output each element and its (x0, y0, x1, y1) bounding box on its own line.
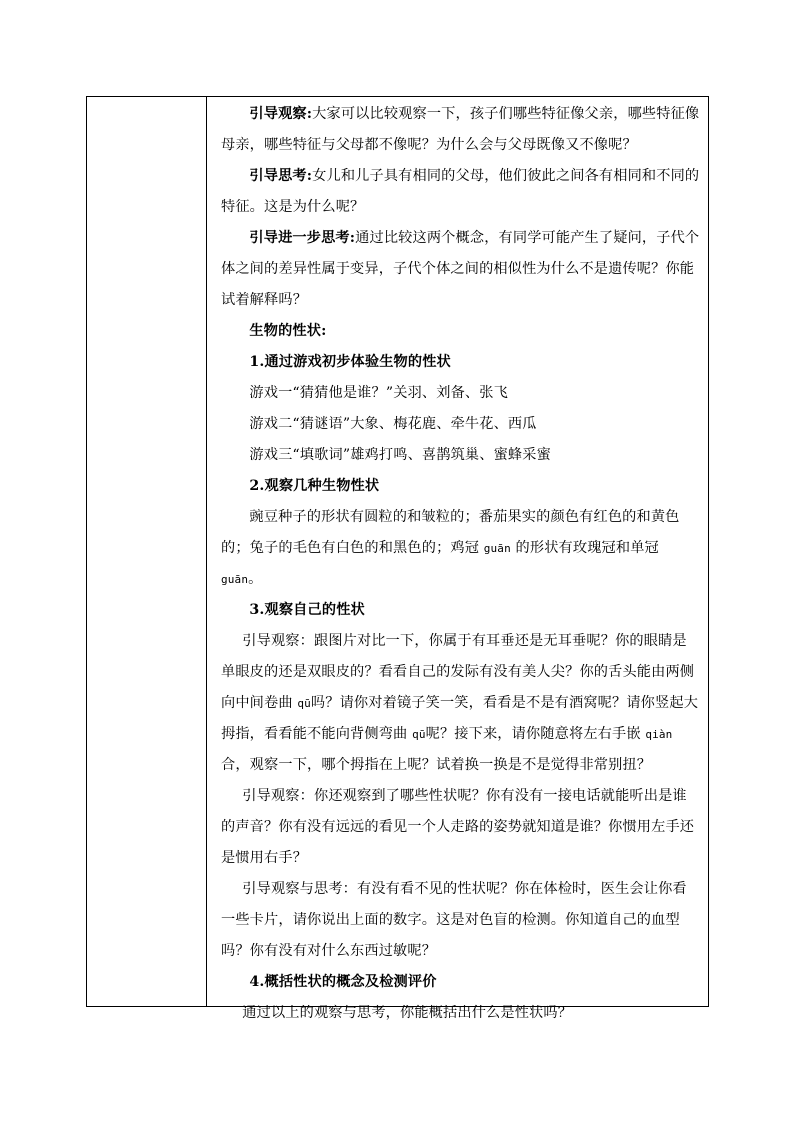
lesson-table (86, 96, 709, 1021)
game-2: 游戏二“猜谜语”大象、梅花鹿、牵牛花、西瓜 (249, 416, 537, 432)
self-text-c: 呢？接下来，请你随意将左右手嵌 (425, 726, 641, 742)
paragraph-trait-observation (221, 502, 700, 595)
pinyin-guan-1: guān (483, 542, 511, 555)
heading-section-3: 3.观察自己的性状 (249, 602, 365, 618)
game-3: 游戏三“填歌词”雄鸡打鸣、喜鹊筑巢、蜜蜂采蜜 (249, 447, 551, 463)
paragraph-more-traits: 引导观察：你还观察到了哪些性状呢？你有没有一接电话就能听出是谁的声音？你有没有远远的看见一个人走路的姿势就知道是谁？你惯用左手还是惯用右手？ (221, 788, 695, 866)
paragraph-invisible-traits: 引导观察与思考：有没有看不见的性状呢？你在体检时，医生会让你看一些卡片，请你说出上面的数字。这是对色盲的检测。你知道自己的血型吗？你有没有对什么东西过敏呢？ (221, 881, 687, 959)
paragraph-guided-observation (221, 99, 700, 161)
label-guided-thinking: 引导思考: (249, 168, 313, 184)
self-text-a: 引导观察：跟图片对比一下，你属于有耳垂还是无耳垂呢？你的眼睛是单眼皮的还是双眼皮的？看看自己的发际有没有美人尖？你的舌头能由两侧向中间卷曲 (221, 633, 695, 711)
pinyin-qu-1: qū (297, 697, 311, 710)
pinyin-guan-2: guān (221, 573, 249, 586)
text-guided-observation: 大家可以比较观察一下，孩子们哪些特征像父亲，哪些特征像母亲，哪些特征与父母都不像呢？为什么会与父母既像又不像呢？ (221, 106, 700, 153)
pinyin-qu-2: qū (412, 728, 426, 741)
heading-section-4: 4.概括性状的概念及检测评价 (249, 974, 437, 990)
text-guided-thinking: 女儿和儿子具有相同的父母，他们彼此之间各有相同和不同的特征。这是为什么呢？ (221, 168, 700, 215)
trait-text-b: 的形状有玫瑰冠和单冠 (515, 540, 659, 556)
label-guided-observation: 引导观察: (249, 106, 313, 122)
self-text-d: 合，观察一下，哪个拇指在上呢？试着换一换是不是觉得非常别扭？ (221, 757, 652, 773)
left-column-cell (87, 97, 207, 1006)
paragraph-self-observation (221, 626, 700, 781)
paragraph-guided-thinking (221, 161, 700, 223)
pinyin-qian: qiàn (645, 728, 673, 741)
paragraph-summary-question: 通过以上的观察与思考，你能概括出什么是性状吗？ (242, 1005, 573, 1021)
label-further-thinking: 引导进一步思考: (249, 230, 356, 246)
self-text-b: 吗？请你对着镜子笑一笑，看看是不是有酒窝呢？请你竖起大拇指，看看能不能向背侧弯曲 (221, 695, 699, 742)
heading-biological-traits: 生物的性状: (249, 323, 327, 339)
game-1: 游戏一“猜猜他是谁？”关羽、刘备、张飞 (249, 385, 508, 401)
text-further-thinking: 通过比较这两个概念，有同学可能产生了疑问，子代个体之间的差异性属于变异，子代个体之间的相似性为什么不是遗传呢？你能试着解释吗？ (221, 230, 700, 308)
trait-text-c: 。 (248, 571, 263, 587)
paragraph-further-thinking (221, 223, 700, 316)
right-column-cell (207, 97, 708, 1021)
heading-section-1: 1.通过游戏初步体验生物的性状 (249, 354, 451, 370)
trait-text-a: 豌豆种子的形状有圆粒的和皱粒的；番茄果实的颜色有红色的和黄色的；兔子的毛色有白色的和黑色的；鸡冠 (221, 509, 680, 556)
heading-section-2: 2.观察几种生物性状 (249, 478, 380, 494)
